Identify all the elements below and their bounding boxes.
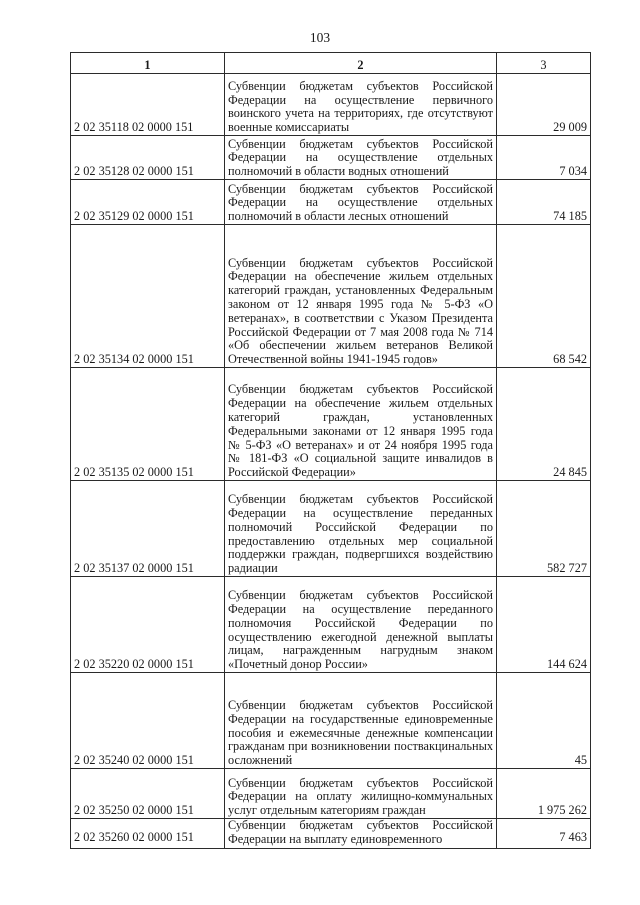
row-description: Субвенции бюджетам субъектов Российской Федерации на осуществление переданных полномочий Российской Федерации по предоставлению отдельных мер социальной поддержки граждан, подвергшихся воздействию радиации bbox=[225, 481, 497, 577]
row-amount: 29 009 bbox=[497, 74, 591, 136]
row-amount: 1 975 262 bbox=[497, 769, 591, 819]
row-description: Субвенции бюджетам субъектов Российской Федерации на осуществление отдельных полномочий в области лесных отношений bbox=[225, 180, 497, 225]
row-description: Субвенции бюджетам субъектов Российской Федерации на оплату жилищно-коммунальных услуг отдельным категориям граждан bbox=[225, 769, 497, 819]
row-code: 2 02 35137 02 0000 151 bbox=[71, 481, 225, 577]
column-header-1: 1 bbox=[71, 53, 225, 74]
row-amount: 7 463 bbox=[497, 819, 591, 849]
table-row bbox=[71, 769, 591, 819]
row-code: 2 02 35240 02 0000 151 bbox=[71, 673, 225, 769]
row-description: Субвенции бюджетам субъектов Российской Федерации на государственные единовременные пособия и ежемесячные денежные компенсации гражданам при возникновении поствакцинальных осложнений bbox=[225, 673, 497, 769]
table-row bbox=[71, 74, 591, 136]
row-description: Субвенции бюджетам субъектов Российской Федерации на осуществление переданного полномочия Российской Федерации по осуществлению ежегодной денежной выплаты лицам, награжденным нагрудным знаком «Почетный донор России» bbox=[225, 577, 497, 673]
row-description: Субвенции бюджетам субъектов Российской Федерации на осуществление отдельных полномочий в области водных отношений bbox=[225, 136, 497, 180]
row-amount: 144 624 bbox=[497, 577, 591, 673]
row-description bbox=[225, 819, 497, 849]
row-description: Субвенции бюджетам субъектов Российской Федерации на обеспечение жильем отдельных категорий граждан, установленных Федеральными законами от 12 января 1995 года № 5-ФЗ «О ветеранах» и от 24 ноября 1995 года № 181-ФЗ «О социальной защите инвалидов в Российской Федерации» bbox=[225, 368, 497, 481]
row-amount: 45 bbox=[497, 673, 591, 769]
column-header-2: 2 bbox=[225, 53, 497, 74]
row-code: 2 02 35129 02 0000 151 bbox=[71, 180, 225, 225]
row-description: Субвенции бюджетам субъектов Российской Федерации на обеспечение жильем отдельных категорий граждан, установленных Федеральным законом от 12 января 1995 года № 5-ФЗ «О ветеранах», в соответствии с Указом Президента Российской Федерации от 7 мая 2008 года № 714 «Об обеспечении жильем ветеранов Великой Отечественной войны 1941-1945 годов» bbox=[225, 225, 497, 368]
table-row bbox=[71, 673, 591, 769]
table-header-row bbox=[71, 53, 591, 74]
row-amount: 74 185 bbox=[497, 180, 591, 225]
row-code: 2 02 35128 02 0000 151 bbox=[71, 136, 225, 180]
row-code: 2 02 35134 02 0000 151 bbox=[71, 225, 225, 368]
page-number: 103 bbox=[309, 30, 331, 45]
column-header-3: 3 bbox=[497, 53, 591, 74]
table-row bbox=[71, 136, 591, 180]
table-row bbox=[71, 819, 591, 849]
table-row bbox=[71, 368, 591, 481]
row-amount: 68 542 bbox=[497, 225, 591, 368]
table-row bbox=[71, 180, 591, 225]
row-code: 2 02 35260 02 0000 151 bbox=[71, 819, 225, 849]
row-code: 2 02 35250 02 0000 151 bbox=[71, 769, 225, 819]
row-description-text: Субвенции бюджетам субъектов Российской Федерации на выплату единовременного bbox=[228, 819, 493, 846]
table-row bbox=[71, 481, 591, 577]
row-code: 2 02 35135 02 0000 151 bbox=[71, 368, 225, 481]
row-amount: 582 727 bbox=[497, 481, 591, 577]
row-amount: 24 845 bbox=[497, 368, 591, 481]
row-code: 2 02 35118 02 0000 151 bbox=[71, 74, 225, 136]
row-amount: 7 034 bbox=[497, 136, 591, 180]
table-row bbox=[71, 577, 591, 673]
table-row bbox=[71, 225, 591, 368]
budget-table bbox=[70, 52, 591, 849]
row-description: Субвенции бюджетам субъектов Российской Федерации на осуществление первичного воинского учета на территориях, где отсутствуют военные комиссариаты bbox=[225, 74, 497, 136]
row-code: 2 02 35220 02 0000 151 bbox=[71, 577, 225, 673]
